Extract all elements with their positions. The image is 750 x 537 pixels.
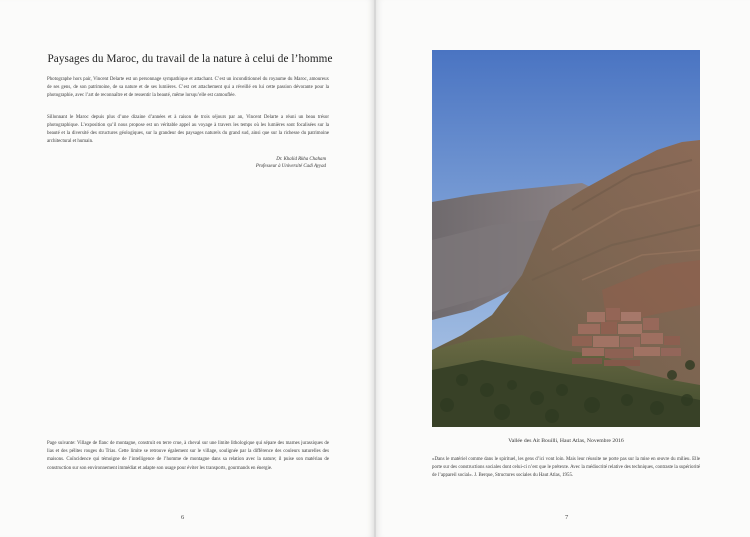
right-page [376, 0, 750, 537]
left-page [0, 0, 374, 537]
second-paragraph: Sillonnant le Maroc depuis plus d’une dizaine d’années et à raison de trois séjours par an, Vincent Delarte a réuni un beau trésor photographique. L’exposition qu’il nous propose est un véritable appel au voyage à travers les temps où les lumières sont focalisées sur la beauté et la diversité des structures géologiques, sur la grandeur des paysages naturels du grand sud, ainsi que sur la richesse du patrimoine architectural et humain. [47, 115, 329, 144]
signature-title: Professeur à Université Cadi Ayyad [255, 164, 326, 169]
landscape-image [432, 50, 700, 427]
mountain-village-photo [432, 50, 700, 427]
signature-name: Dr. Khalid Rkha Chaham [276, 157, 326, 162]
intro-paragraph: Photographe hors pair, Vincent Delarte est un personnage sympathique et attachant. C’est un inconditionnel du royaume du Maroc, amoureux de ses gens, de son patrimoine, de sa nature et de ses lumières. C’est cet attachement qui a réveillé en lui cette passion dévorante pour la photographie, avec l’art de reconnaître et de ressentir la beauté, même lorsqu’elle est camouflée. [47, 77, 329, 98]
berque-quote: «Dans le matériel comme dans le spirituel, les gens d’ici vont loin. Mais leur réussite ne porte pas sur la mise en œuvre du milieu. Elle porte sur des constructions sociales dont celui-ci n’est que le prétexte. Avec la médiocrité relative des techniques, contraste la supériorité de l’appareil social». J. Berque, Structures sociales du Haut Atlas, 1955. [432, 457, 700, 479]
page-number-left: 6 [181, 514, 185, 521]
next-page-description: Page suivante: Village de flanc de montagne, construit en terre crue, à cheval sur une limite lithologique qui sépare des marnes jurassiques de lias et des pélites rouges du Trias. Cette limite se retrouve également sur le village, soulignée par la différence des couleurs naturelles des maisons. Coïncidence qui témoigne de l’intelligence de l’homme de montagne dans sa relation avec la nature; il puise son matériau de construction sur son environnement immédiat et adapte son usage pour éviter les transports, gourmands en énergie. [47, 441, 329, 471]
page-title: Paysages du Maroc, du travail de la nature à celui de l’homme [47, 53, 333, 65]
photo-caption: Vallée des Ait Bouilli, Haut Atlas, Novembre 2016 [508, 438, 624, 444]
page-number-right: 7 [565, 514, 569, 521]
